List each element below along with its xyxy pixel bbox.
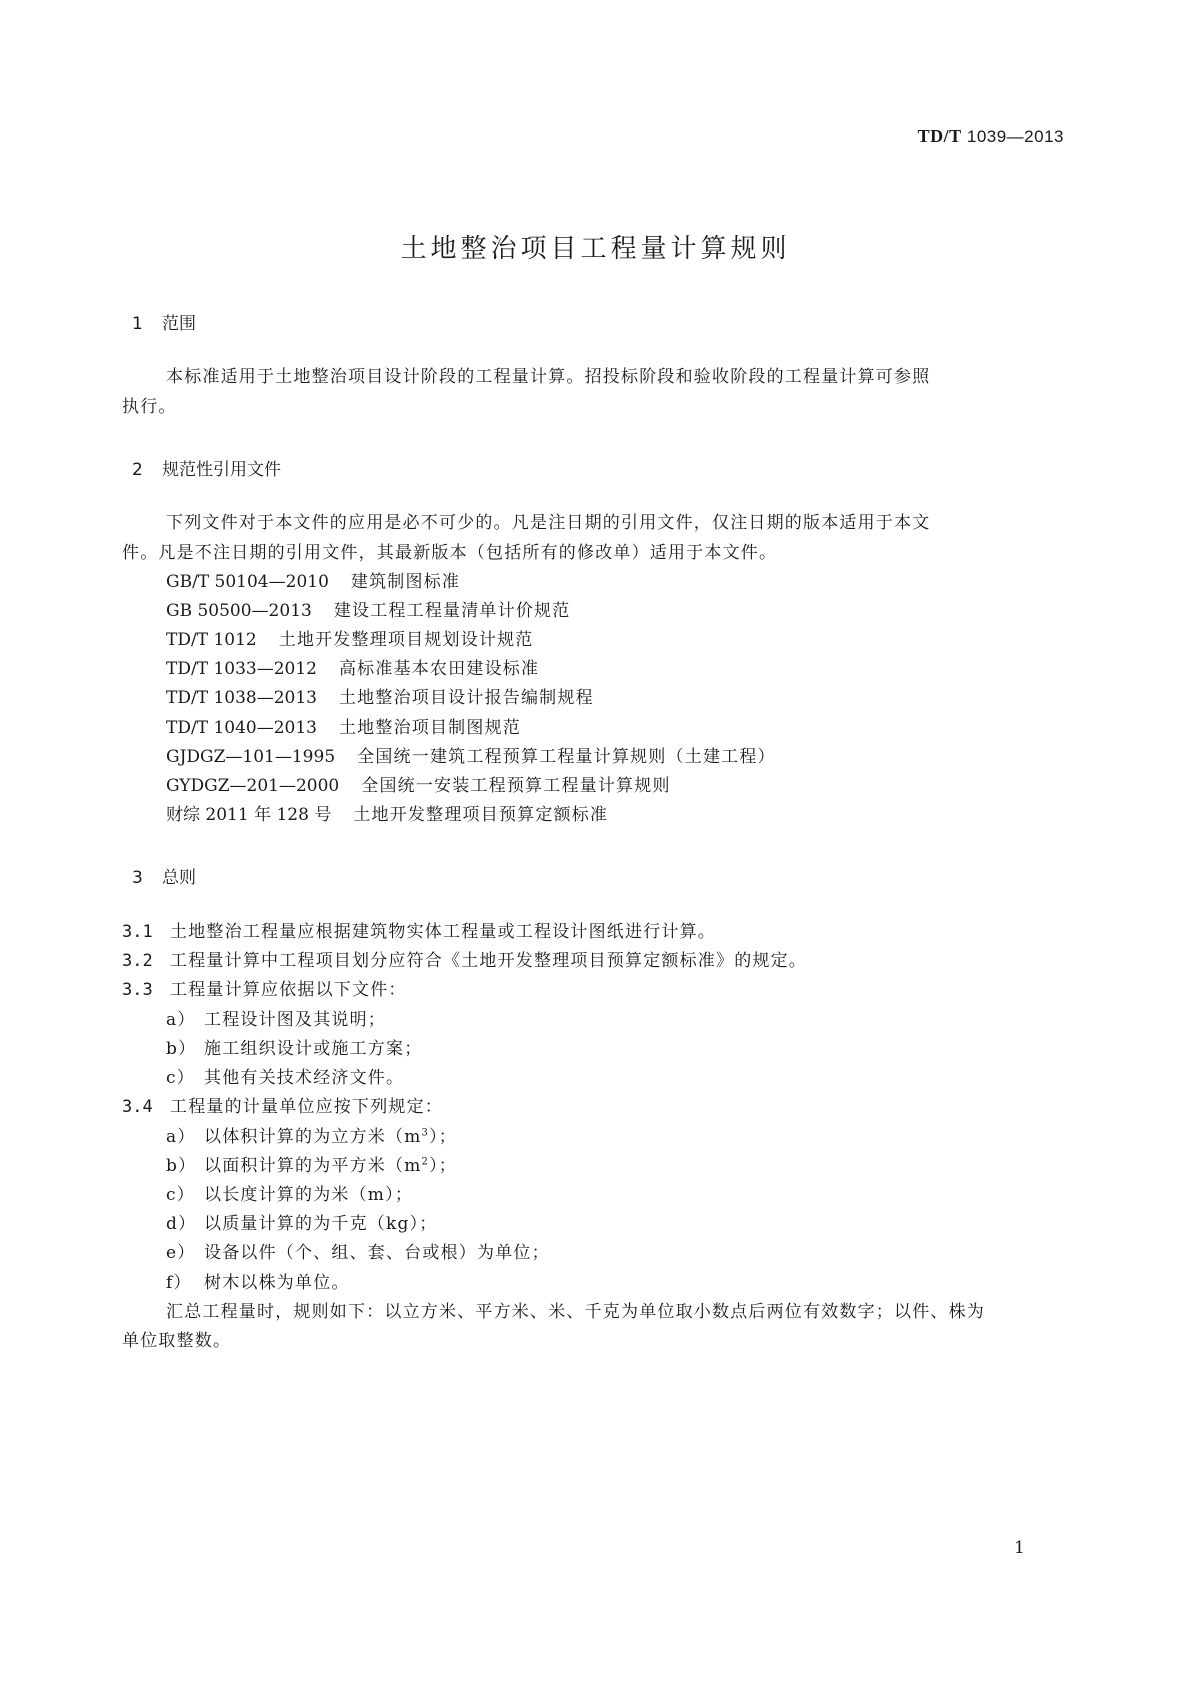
list-text-tail: ）； [429, 1156, 457, 1176]
list-label: d） [166, 1214, 197, 1234]
list-item [166, 1127, 457, 1147]
clause-3-3 [122, 980, 407, 1000]
reference-title: 土地开发整理项目规划设计规范 [278, 630, 534, 650]
paragraph-line: 件。凡是不注日期的引用文件，其最新版本（包括所有的修改单）适用于本文件。 [122, 543, 778, 563]
list-text: 以质量计算的为千克（kg）； [204, 1214, 438, 1234]
section-heading-1 [132, 309, 196, 334]
list-label: c） [166, 1185, 195, 1205]
reference-code: 财综 2011 年 128 号 [166, 805, 332, 825]
reference-code: GJDGZ—101—1995 [166, 747, 336, 767]
section-number: 2 [132, 460, 143, 480]
standard-code [918, 126, 1064, 147]
list-text: 树木以株为单位。 [204, 1273, 350, 1293]
list-text: 以体积计算的为立方米（m [204, 1127, 422, 1147]
list-text: 其他有关技术经济文件。 [204, 1068, 405, 1088]
clause-3-4 [122, 1097, 443, 1117]
reference-title: 全国统一安装工程预算工程量计算规则 [361, 776, 671, 796]
list-text: 以长度计算的为米（m）； [204, 1185, 414, 1205]
list-item [166, 1185, 413, 1205]
section-title: 总则 [162, 868, 196, 888]
list-item [166, 1214, 437, 1234]
section-title: 范围 [162, 314, 196, 334]
paragraph-line: 下列文件对于本文件的应用是必不可少的。凡是注日期的引用文件，仅注日期的版本适用于本文 [166, 513, 931, 533]
reference-code: GYDGZ—201—2000 [166, 776, 340, 796]
list-label: f） [166, 1273, 192, 1293]
clause-3-1 [122, 922, 716, 942]
clause-text: 土地整治工程量应根据建筑物实体工程量或工程设计图纸进行计算。 [170, 922, 716, 942]
reference-code: TD/T 1040—2013 [166, 718, 317, 738]
clause-number: 3.1 [122, 922, 153, 942]
clause-text: 工程量的计量单位应按下列规定： [170, 1097, 443, 1117]
clause-number: 3.4 [122, 1097, 153, 1117]
clause-3-2 [122, 951, 807, 971]
reference-item [166, 718, 521, 738]
list-label: a） [166, 1127, 196, 1147]
list-text: 以面积计算的为平方米（m [204, 1156, 422, 1176]
reference-item [166, 805, 608, 825]
summary-line: 汇总工程量时，规则如下：以立方米、平方米、米、千克为单位取小数点后两位有效数字；以件、株为 [166, 1302, 985, 1322]
list-text: 施工组织设计或施工方案； [204, 1039, 423, 1059]
section-heading-3 [132, 863, 196, 888]
reference-code: TD/T 1033—2012 [166, 659, 317, 679]
reference-code: TD/T 1038—2013 [166, 688, 317, 708]
reference-item [166, 601, 570, 621]
reference-item [166, 747, 776, 767]
reference-title: 全国统一建筑工程预算工程量计算规则（土建工程） [357, 747, 776, 767]
list-text: 设备以件（个、组、套、台或根）为单位； [204, 1243, 550, 1263]
list-item [166, 1068, 404, 1088]
reference-code: GB 50500—2013 [166, 601, 312, 621]
reference-code: TD/T 1012 [166, 630, 257, 650]
list-text: 工程设计图及其说明； [204, 1010, 386, 1030]
list-item [166, 1010, 386, 1030]
superscript: 2 [421, 1156, 430, 1168]
section-number: 3 [132, 868, 143, 888]
reference-code: GB/T 50104—2010 [166, 572, 329, 592]
reference-title: 土地整治项目制图规范 [338, 718, 521, 738]
paragraph-line: 执行。 [122, 397, 177, 417]
reference-title: 建设工程工程量清单计价规范 [333, 601, 571, 621]
paragraph-line: 本标准适用于土地整治项目设计阶段的工程量计算。招投标阶段和验收阶段的工程量计算可参照 [166, 367, 931, 387]
summary-line: 单位取整数。 [122, 1331, 232, 1351]
clause-text: 工程量计算应依据以下文件： [170, 980, 407, 1000]
list-item [166, 1156, 457, 1176]
list-item [166, 1243, 550, 1263]
standard-prefix: TD/T [917, 126, 962, 146]
reference-title: 土地开发整理项目预算定额标准 [353, 805, 609, 825]
clause-number: 3.2 [122, 951, 153, 971]
list-text-tail: ）； [429, 1127, 457, 1147]
list-item [166, 1273, 350, 1293]
section-number: 1 [132, 314, 143, 334]
list-label: b） [166, 1156, 197, 1176]
page-number: 1 [1014, 1538, 1025, 1558]
list-label: e） [166, 1243, 196, 1263]
superscript: 3 [421, 1127, 430, 1139]
reference-title: 建筑制图标准 [350, 572, 461, 592]
reference-item [166, 659, 539, 679]
section-title: 规范性引用文件 [162, 460, 281, 480]
reference-item [166, 776, 671, 796]
clause-text: 工程量计算中工程项目划分应符合《土地开发整理项目预算定额标准》的规定。 [170, 951, 807, 971]
reference-item [166, 688, 594, 708]
reference-title: 土地整治项目设计报告编制规程 [338, 688, 594, 708]
section-heading-2 [132, 455, 281, 480]
list-label: b） [166, 1039, 197, 1059]
list-label: a） [166, 1010, 196, 1030]
reference-item [166, 630, 534, 650]
document-title: 土地整治项目工程量计算规则 [400, 234, 791, 264]
list-label: c） [166, 1068, 195, 1088]
standard-number: 1039—2013 [966, 127, 1064, 146]
list-item [166, 1039, 422, 1059]
reference-title: 高标准基本农田建设标准 [338, 659, 540, 679]
reference-item [166, 572, 460, 592]
clause-number: 3.3 [122, 980, 153, 1000]
